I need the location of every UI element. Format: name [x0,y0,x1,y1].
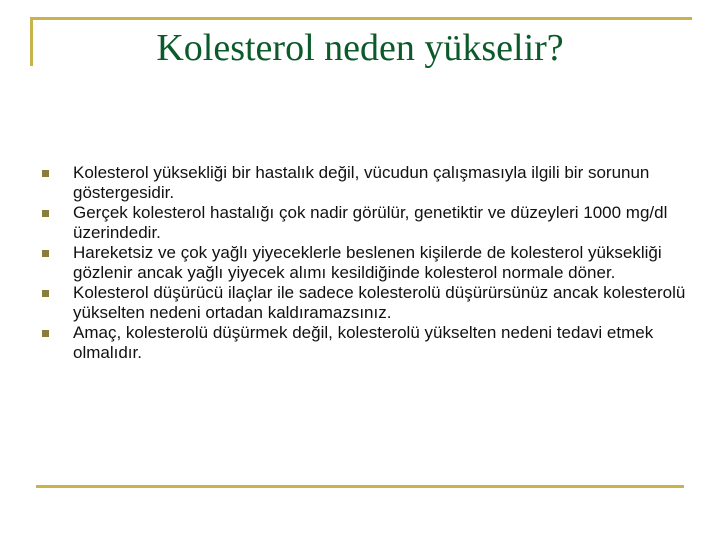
bullet-text: Kolesterol düşürücü ilaçlar ile sadece kolesterolü düşürürsünüz ancak kolesterolü yükselten nedeni ortadan kaldıramazsınız. [73,283,686,322]
bullet-text: Amaç, kolesterolü düşürmek değil, kolesterolü yükselten nedeni tedavi etmek olmalıdır. [73,323,654,362]
bullet-item [42,163,692,203]
square-bullet-icon [42,290,49,297]
bullet-text: Hareketsiz ve çok yağlı yiyeceklerle beslenen kişilerde de kolesterol yüksekliği gözlenir ancak yağlı yiyecek alımı kesildiğinde kolesterol normale döner. [73,243,662,282]
bullet-item [42,323,692,363]
bullet-text: Kolesterol yüksekliği bir hastalık değil, vücudun çalışmasıyla ilgili bir sorunun göstergesidir. [73,163,650,202]
bullet-list [42,163,692,363]
square-bullet-icon [42,170,49,177]
bullet-item [42,203,692,243]
bottom-accent-line [36,485,684,488]
top-accent-line [30,17,692,20]
bullet-text: Gerçek kolesterol hastalığı çok nadir görülür, genetiktir ve düzeyleri 1000 mg/dl üzerindedir. [73,203,668,242]
bullet-item [42,243,692,283]
bullet-item [42,283,692,323]
slide-title: Kolesterol neden yükselir? [156,27,564,69]
square-bullet-icon [42,210,49,217]
square-bullet-icon [42,250,49,257]
square-bullet-icon [42,330,49,337]
